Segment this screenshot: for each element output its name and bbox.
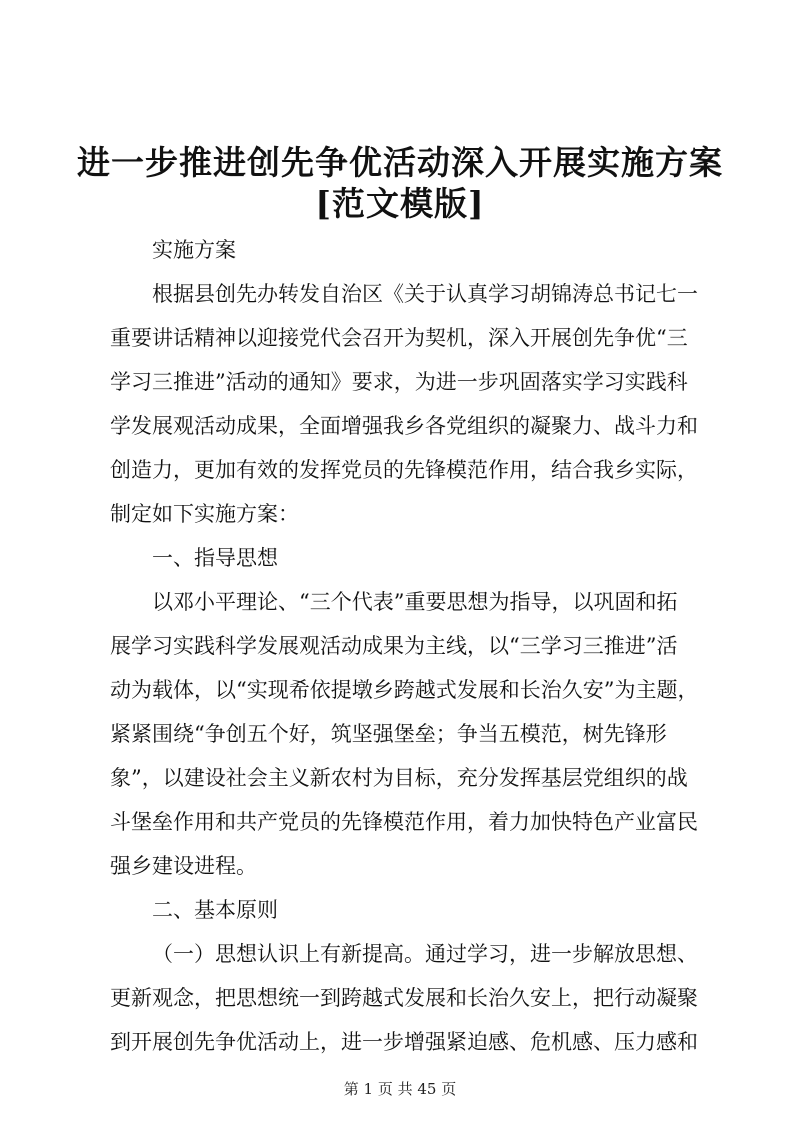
body-line: 以邓小平理论、“三个代表”重要思想为指导，以巩固和拓 bbox=[152, 590, 678, 614]
body-line: 动为载体，以“实现希依提墩乡跨越式发展和长治久安”为主题， bbox=[110, 678, 699, 702]
body-line: 创造力，更加有效的发挥党员的先锋模范作用，结合我乡实际， bbox=[110, 458, 698, 482]
body-line: 一、指导思想 bbox=[152, 546, 278, 570]
body-line: 根据县创先办转发自治区《关于认真学习胡锦涛总书记七一 bbox=[152, 282, 698, 306]
body-line: 学发展观活动成果，全面增强我乡各党组织的凝聚力、战斗力和 bbox=[110, 414, 698, 438]
body-line: 紧紧围绕“争创五个好，筑坚强堡垒；争当五模范，树先锋形 bbox=[110, 722, 667, 746]
document-title-line-1: 进一步推进创先争优活动深入开展实施方案 bbox=[77, 143, 723, 182]
body-line: 制定如下实施方案： bbox=[110, 502, 299, 526]
body-line: （一）思想认识上有新提高。通过学习，进一步解放思想、 bbox=[152, 942, 698, 966]
body-line: 展学习实践科学发展观活动成果为主线，以“三学习三推进”活 bbox=[110, 634, 678, 658]
page-footer: 第 1 页 共 45 页 bbox=[343, 1080, 457, 1098]
body-line: 学习三推进”活动的通知》要求，为进一步巩固落实学习实践科 bbox=[110, 370, 688, 394]
body-line: 重要讲话精神以迎接党代会召开为契机，深入开展创先争优“三 bbox=[110, 326, 688, 350]
body-line: 象”，以建设社会主义新农村为目标，充分发挥基层党组织的战 bbox=[110, 766, 688, 790]
body-line: 斗堡垒作用和共产党员的先锋模范作用，着力加快特色产业富民 bbox=[110, 810, 698, 834]
body-line: 到开展创先争优活动上，进一步增强紧迫感、危机感、压力感和 bbox=[110, 1030, 698, 1054]
body-line: 二、基本原则 bbox=[152, 898, 278, 922]
document-body bbox=[110, 228, 710, 1064]
body-line: 实施方案 bbox=[152, 238, 236, 262]
body-line: 强乡建设进程。 bbox=[110, 854, 257, 878]
document-title-line-2: [范文模版] bbox=[315, 184, 485, 223]
body-line: 更新观念，把思想统一到跨越式发展和长治久安上，把行动凝聚 bbox=[110, 986, 698, 1010]
